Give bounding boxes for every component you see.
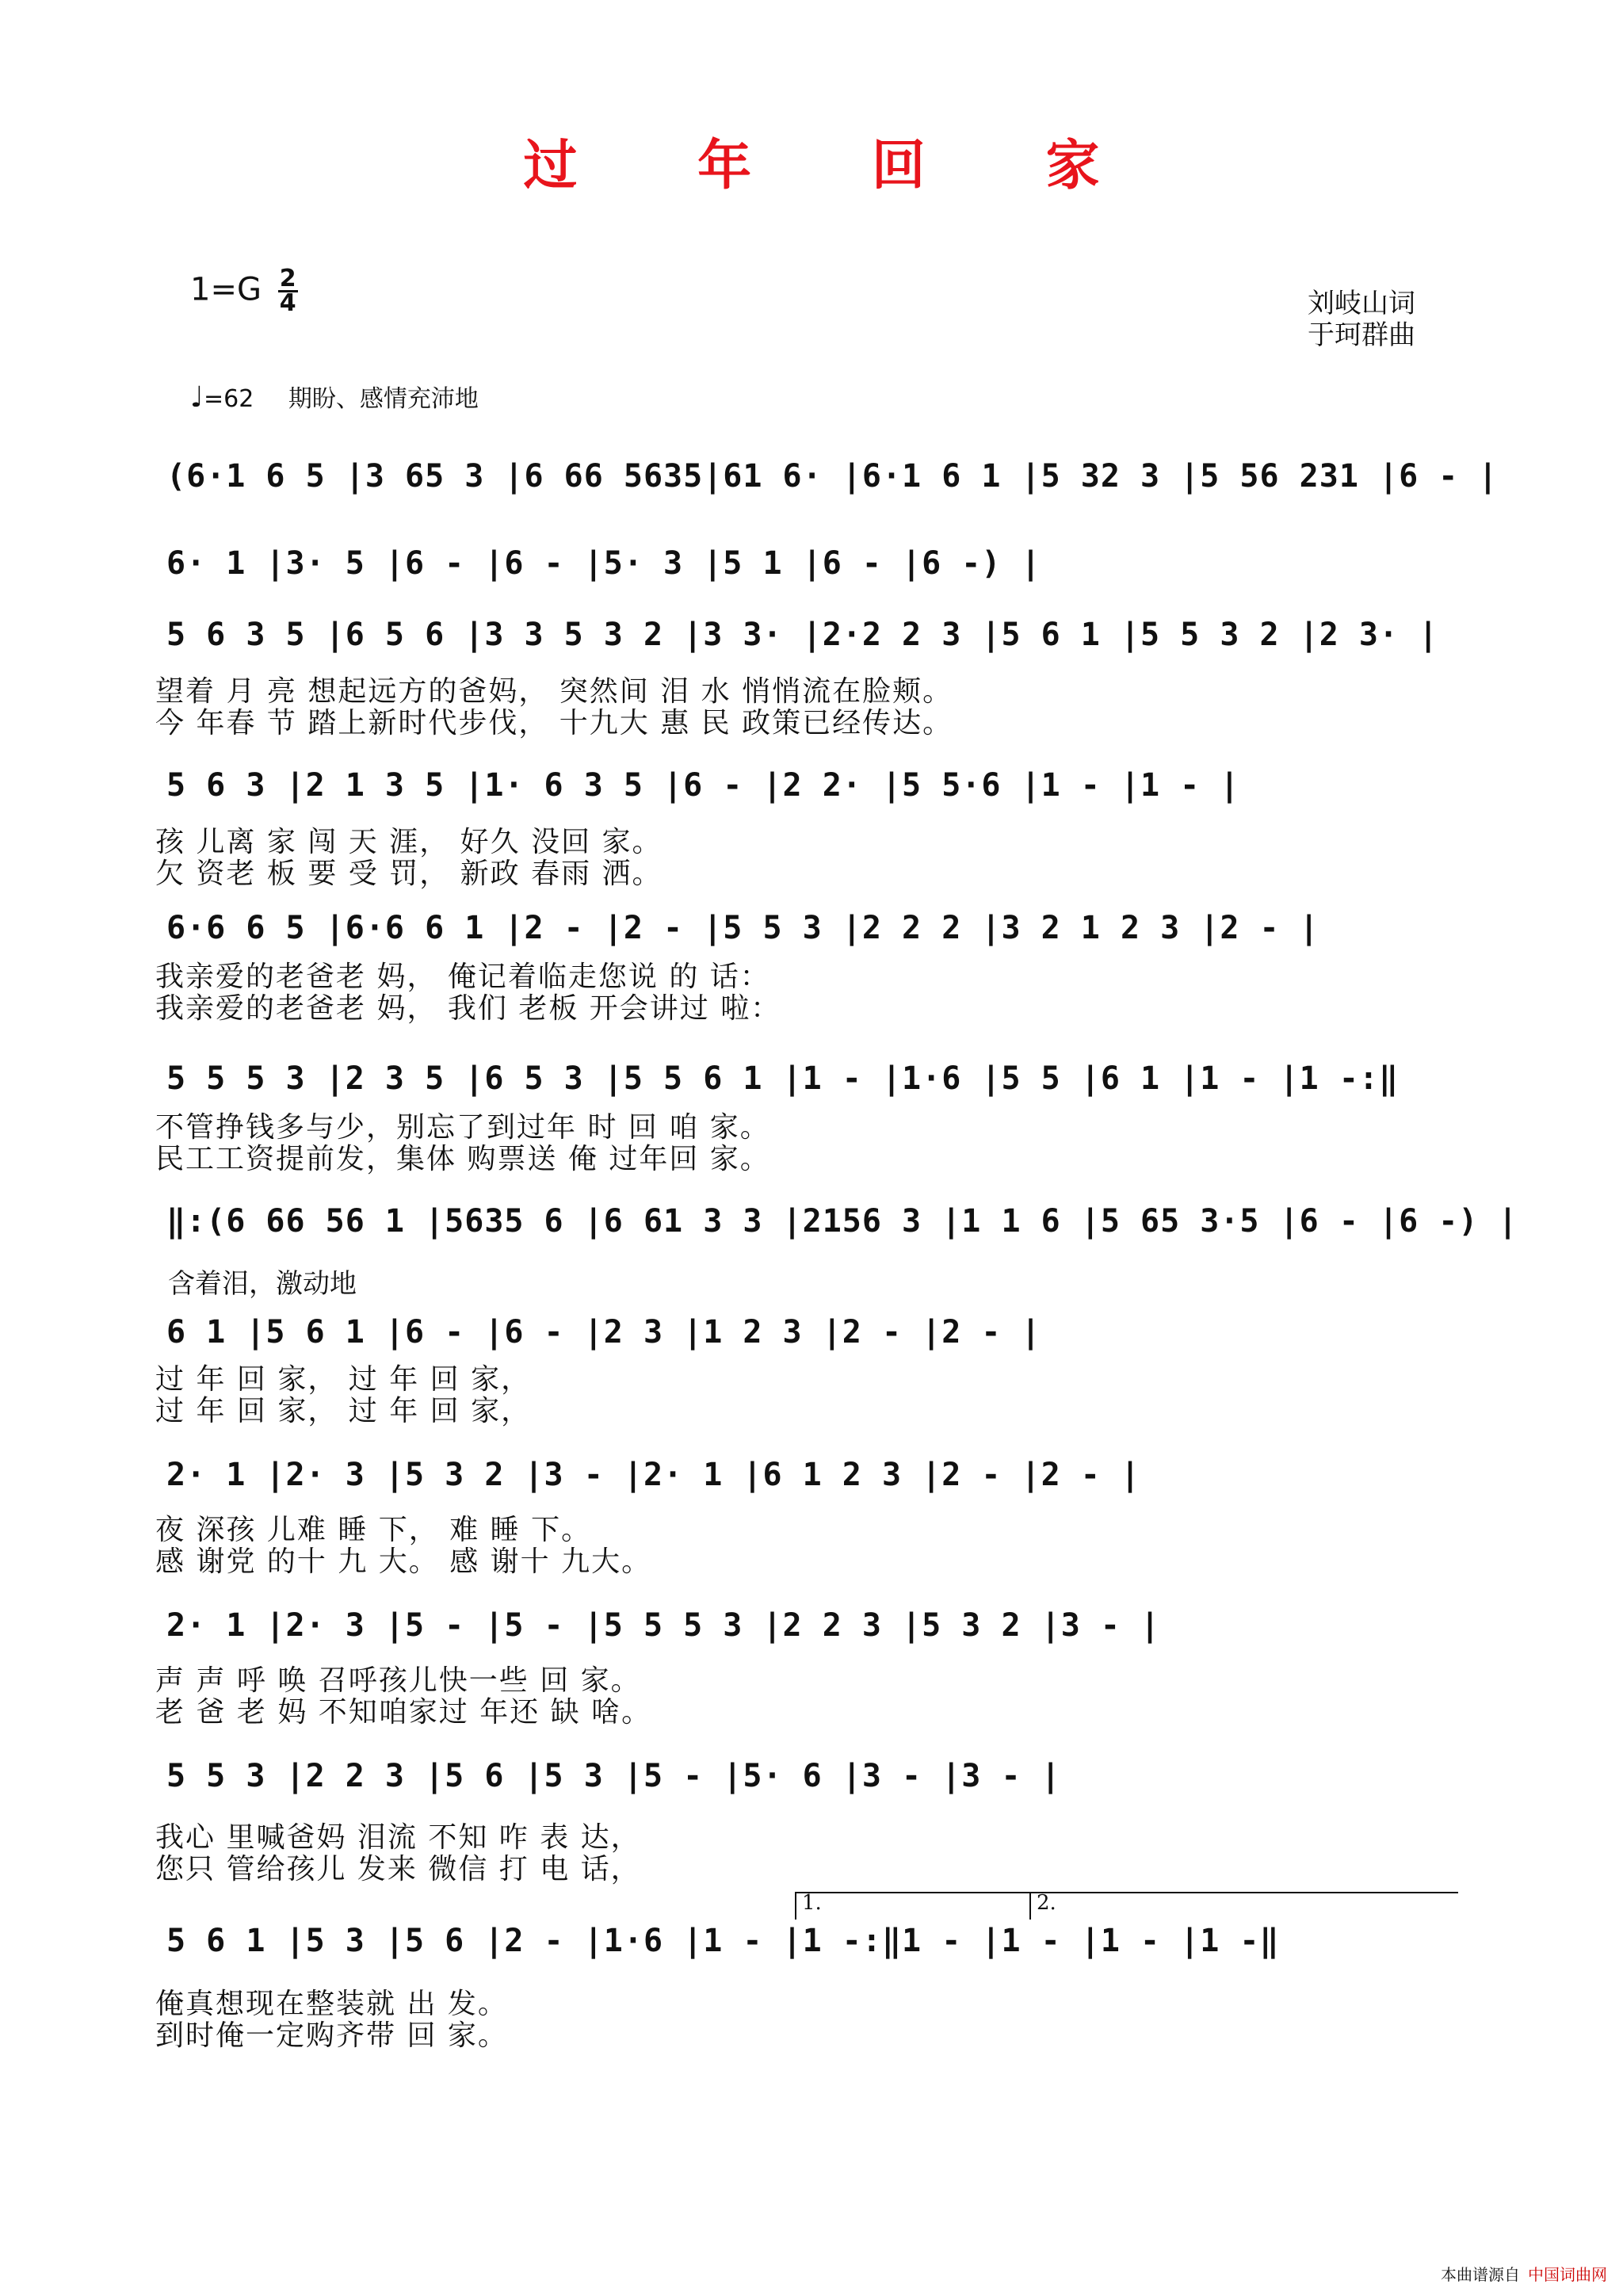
key-label: 1=G [190, 271, 262, 308]
song-title: 过 年 回 家 [523, 135, 1151, 197]
notation-row: 2· 1 |2· 3 |5 - |5 - |5 5 5 3 |2 2 3 |5 3 2 |3 - | [166, 1607, 1161, 1644]
tempo-bpm: =62 [203, 385, 254, 413]
lyric-line: 我亲爱的老爸老 妈， 俺记着临走您说 的 话： [155, 961, 770, 993]
lyric-line: 您只 管给孩儿 发来 微信 打 电 话， [155, 1853, 641, 1885]
watermark [1441, 2262, 1607, 2285]
lyric-line: 欠 资老 板 要 受 罚， 新政 春雨 洒。 [155, 858, 663, 890]
lyric-line: 感 谢党 的十 九 大。 感 谢十 九大。 [155, 1545, 652, 1578]
notation-row: 6 1 |5 6 1 |6 - |6 - |2 3 |1 2 3 |2 - |2 - | [166, 1314, 1041, 1350]
lyric-line: 今 年春 节 踏上新时代步伐， 十九大 惠 民 政策已经传达。 [155, 707, 953, 739]
composer-credit: 于珂群曲 [1308, 319, 1415, 351]
watermark-source: 本曲谱源自 [1441, 2265, 1520, 2284]
notation-row: 2· 1 |2· 3 |5 3 2 |3 - |2· 1 |6 1 2 3 |2 - |2 - | [166, 1457, 1141, 1493]
time-top: 2 [279, 265, 296, 292]
notation-row: 6· 1 |3· 5 |6 - |6 - |5· 3 |5 1 |6 - |6 -) | [166, 545, 1041, 582]
lyricist-credit: 刘岐山词 [1308, 288, 1415, 319]
lyric-line: 俺真想现在整装就 出 发。 [155, 1988, 508, 2020]
expression-text: 期盼、感情充沛地 [288, 385, 479, 413]
lyric-line: 夜 深孩 儿难 睡 下， 难 睡 下。 [155, 1514, 592, 1546]
lyric-line: 我亲爱的老爸老 妈， 我们 老板 开会讲过 啦： [155, 992, 781, 1025]
lyric-line: 过 年 回 家， 过 年 回 家， [155, 1363, 532, 1396]
lyric-line: 我心 里喊爸妈 泪流 不知 咋 表 达， [155, 1821, 641, 1854]
notation-row: 5 6 3 5 |6 5 6 |3 3 5 3 2 |3 3· |2·2 2 3 |5 6 1 |5 5 3 2 |2 3· | [166, 617, 1439, 653]
lyric-line: 不管挣钱多与少，别忘了到过年 时 回 咱 家。 [155, 1111, 770, 1144]
volta-first: 1. [802, 1891, 822, 1915]
lyric-line: 到时俺一定购齐带 回 家。 [155, 2019, 508, 2052]
lyric-line: 老 爸 老 妈 不知咱家过 年还 缺 啥。 [155, 1696, 652, 1729]
notation-row: 5 5 5 3 |2 3 5 |6 5 3 |5 5 6 1 |1 - |1·6 |5 5 |6 1 |1 - |1 -:‖ [166, 1060, 1400, 1097]
lyric-line: 望着 月 亮 想起远方的爸妈， 突然间 泪 水 悄悄流在脸颊。 [155, 675, 953, 708]
notation-row: 5 6 3 |2 1 3 5 |1· 6 3 5 |6 - |2 2· |5 5·6 |1 - |1 - | [166, 767, 1240, 804]
notation-row: 5 6 1 |5 3 |5 6 |2 - |1·6 |1 - |1 -:‖1 - |1 - |1 - |1 -‖ [166, 1923, 1280, 1959]
lyric-line: 孩 儿离 家 闯 天 涯， 好久 没回 家。 [155, 826, 663, 858]
lyric-line: 声 声 呼 唤 召呼孩儿快一些 回 家。 [155, 1664, 641, 1697]
lyric-line: 过 年 回 家， 过 年 回 家， [155, 1395, 532, 1427]
volta-second: 2. [1037, 1891, 1056, 1915]
lyric-line: 民工工资提前发，集体 购票送 俺 过年回 家。 [155, 1143, 770, 1175]
quarter-note-icon: ♩ [190, 381, 204, 414]
watermark-site: 中国词曲网 [1528, 2265, 1607, 2284]
notation-row: 6·6 6 5 |6·6 6 1 |2 - |2 - |5 5 3 |2 2 2 |3 2 1 2 3 |2 - | [166, 910, 1319, 946]
notation-row: (6·1 6 5 |3 65 3 |6 66 5635|61 6· |6·1 6 1 |5 32 3 |5 56 231 |6 - | [166, 458, 1499, 495]
time-bottom: 4 [279, 289, 296, 317]
expression-mid: 含着泪，激动地 [168, 1268, 357, 1300]
notation-row: ‖:(6 66 56 1 |5635 6 |6 61 3 3 |2156 3 |1 1 6 |5 65 3·5 |6 - |6 -) | [166, 1203, 1518, 1240]
notation-row: 5 5 3 |2 2 3 |5 6 |5 3 |5 - |5· 6 |3 - |3 - | [166, 1758, 1061, 1794]
